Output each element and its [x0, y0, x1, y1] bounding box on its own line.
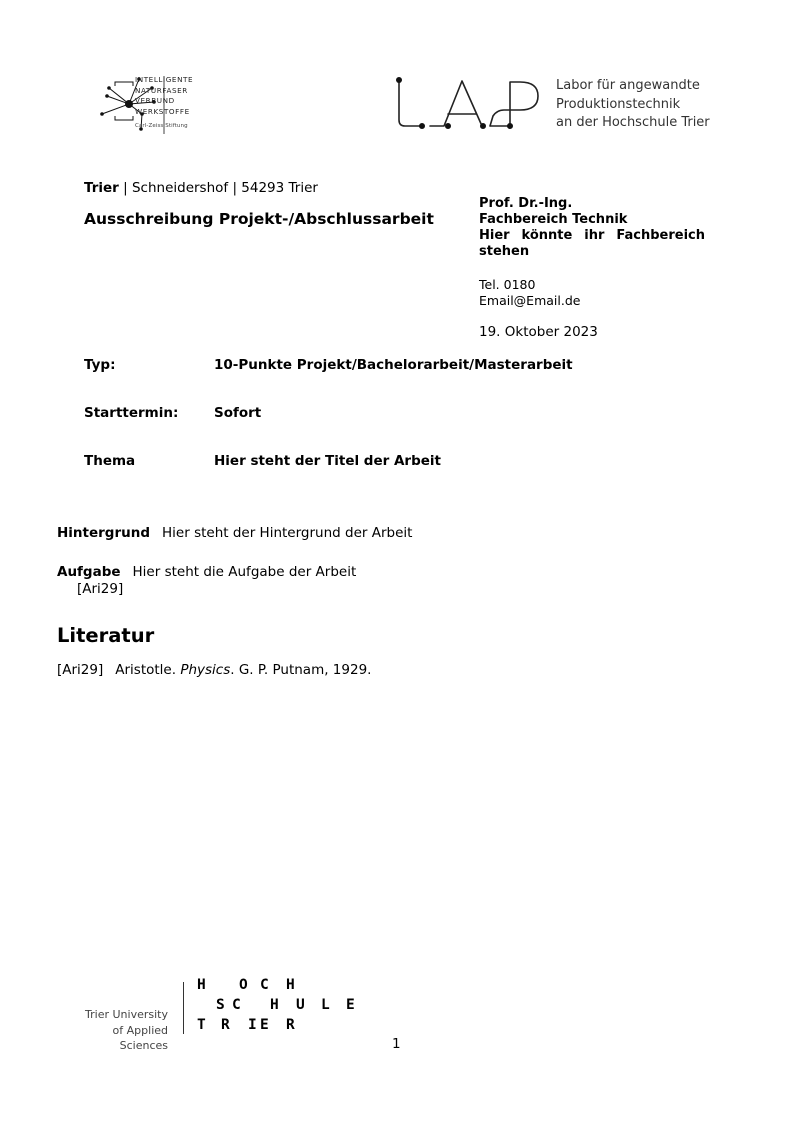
hs-letter: U: [296, 997, 305, 1013]
field-label-start: Starttermin:: [84, 405, 179, 421]
sender-city: Trier: [84, 180, 119, 196]
page-number: 1: [392, 1036, 401, 1052]
reference-key: [Ari29]: [57, 662, 104, 678]
document-title: Ausschreibung Projekt-/Abschlussarbeit: [84, 210, 434, 228]
hs-letter: E: [346, 997, 355, 1013]
footer-university-line: Trier University: [85, 1008, 168, 1021]
footer-divider: [183, 982, 184, 1034]
contact-block: [479, 196, 705, 260]
hs-row-1: [197, 977, 367, 997]
hs-letter: E: [260, 1017, 269, 1033]
task-citation[interactable]: [Ari29]: [77, 581, 124, 597]
hs-letter: R: [221, 1017, 230, 1033]
inf-logo-text: [135, 75, 193, 132]
background-paragraph: [57, 525, 412, 541]
lap-line: Produktionstechnik: [556, 96, 681, 112]
background-label: Hintergrund: [57, 525, 151, 541]
task-text: Hier steht die Aufgabe der Arbeit: [132, 564, 357, 580]
inf-logo-line: NATURFASER: [135, 85, 188, 95]
footer-university-line: of Applied Sciences: [112, 1023, 168, 1052]
lap-logo-text: [556, 77, 710, 133]
lap-line: an der Hochschule Trier: [556, 115, 710, 130]
hs-letter: H: [286, 977, 295, 993]
hs-letter: T: [197, 1017, 206, 1033]
references-heading: Literatur: [57, 624, 155, 647]
hs-letter: I: [248, 1017, 257, 1033]
contact-department: Fachbereich Technik: [479, 212, 628, 227]
reference-author: Aristotle.: [115, 662, 177, 678]
hs-letter: H: [270, 997, 279, 1013]
sender-line: [84, 180, 318, 196]
contact-tel: Tel. 0180: [479, 277, 536, 292]
inf-logo-subtitle: Carl-Zeiss Stiftung: [135, 123, 188, 129]
hs-row-2: [197, 997, 367, 1017]
sender-address: | Schneidershof | 54293 Trier: [118, 180, 318, 196]
hs-letter: S: [216, 997, 225, 1013]
inf-logo-line: WERKSTOFFE: [135, 106, 190, 116]
contact-details: [479, 277, 580, 309]
field-value-topic: Hier steht der Titel der Arbeit: [214, 453, 441, 469]
field-value-start: Sofort: [214, 405, 262, 421]
hs-letter: R: [286, 1017, 295, 1033]
hs-letter: H: [197, 977, 206, 993]
contact-note: Hier könnte ihr Fachbereich stehen: [479, 228, 705, 259]
hs-letter: O: [239, 977, 248, 993]
contact-email: Email@Email.de: [479, 293, 581, 308]
document-date: 19. Oktober 2023: [479, 324, 598, 340]
reference-item: [57, 662, 371, 678]
hs-row-3: [197, 1017, 367, 1037]
hs-letter: L: [321, 997, 330, 1013]
inf-logo-line: VERBUND: [135, 96, 175, 105]
footer-university: [66, 1007, 168, 1054]
field-value-type: 10-Punkte Projekt/Bachelorarbeit/Masterarbeit: [214, 357, 573, 373]
task-paragraph: [57, 564, 356, 580]
field-label-topic: Thema: [84, 453, 136, 469]
lap-line: Labor für angewandte: [556, 78, 700, 93]
inf-logo-line: INTELLIGENTE: [135, 75, 194, 84]
reference-title: Physics: [180, 662, 231, 678]
lap-logo-graphic: [392, 74, 542, 134]
hochschule-logo: [197, 977, 367, 1037]
task-label: Aufgabe: [57, 564, 121, 580]
reference-rest: . G. P. Putnam, 1929.: [230, 662, 372, 678]
hs-letter: C: [260, 977, 269, 993]
field-label-type: Typ:: [84, 357, 116, 373]
contact-name: Prof. Dr.-Ing.: [479, 196, 573, 211]
background-text: Hier steht der Hintergrund der Arbeit: [162, 525, 413, 541]
hs-letter: C: [232, 997, 241, 1013]
